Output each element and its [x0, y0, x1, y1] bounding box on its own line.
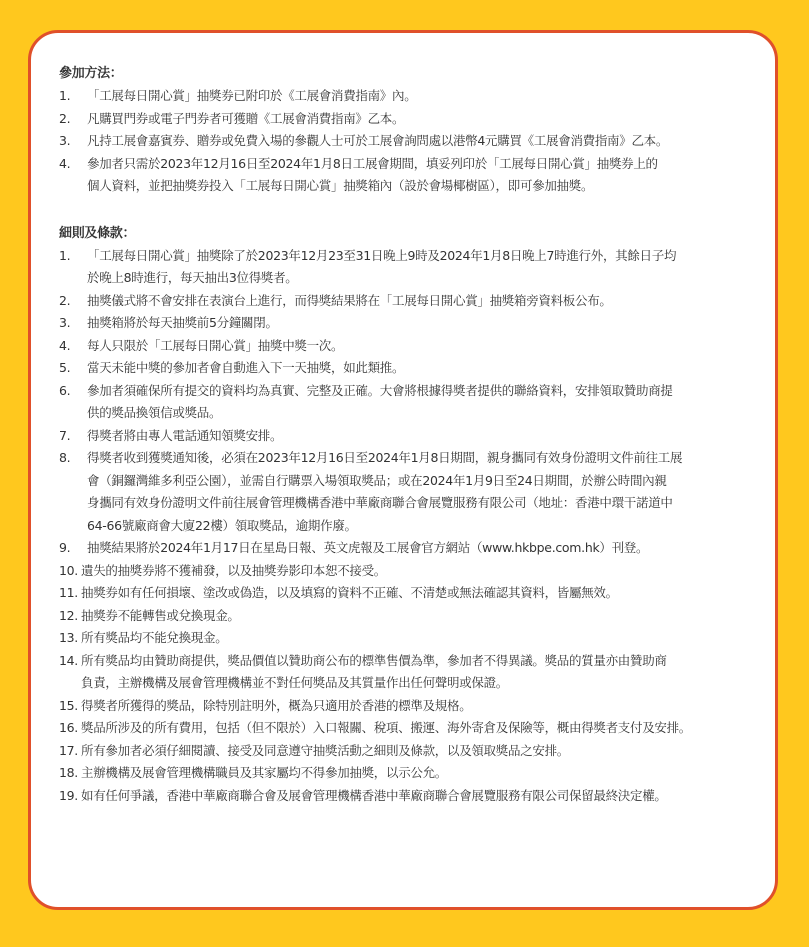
- terms-item-text: 抽獎券如有任何損壞、塗改或偽造，以及填寫的資料不正確、不清楚或無法確認其資料，皆屬無效。: [81, 585, 618, 600]
- terms-item: [59, 245, 759, 290]
- terms-item-text: 遺失的抽獎券將不獲補發，以及抽獎券影印本恕不接受。: [81, 562, 387, 578]
- participation-item-number: 3.: [59, 133, 71, 148]
- terms-item: [59, 740, 759, 763]
- terms-item: [59, 537, 759, 560]
- terms-item-number: 17.: [59, 742, 78, 758]
- terms-item: [59, 605, 759, 628]
- participation-item: [59, 108, 759, 131]
- terms-item: [59, 312, 759, 335]
- participation-item-text: 「工展每日開心賞」抽獎券已附印於《工展會消費指南》內。: [87, 88, 417, 103]
- terms-item-number: 1.: [59, 247, 71, 263]
- terms-item-number: 2.: [59, 292, 71, 308]
- terms-item: [59, 447, 759, 537]
- terms-item: [59, 717, 759, 740]
- terms-item-text: 每人只限於「工展每日開心賞」抽獎中獎一次。: [87, 337, 344, 353]
- terms-item-number: 9.: [59, 540, 71, 555]
- participation-list: [59, 85, 759, 198]
- terms-item-text: 得獎者將由專人電話通知領獎安排。: [87, 427, 283, 443]
- terms-card: [28, 30, 778, 910]
- terms-item-text: 抽獎儀式將不會安排在表演台上進行，而得獎結果將在「工展每日開心賞」抽獎箱旁資料板公布。: [87, 292, 612, 308]
- terms-item-text: 得獎者所獲得的獎品，除特別註明外，概為只適用於香港的標準及規格。: [81, 697, 472, 713]
- terms-item-text: 獎品所涉及的所有費用，包括（但不限於）入口報關、稅項、搬運、海外寄倉及保險等，概由得獎者支付及安排。: [81, 720, 692, 735]
- terms-content: [59, 63, 759, 807]
- terms-item-number: 12.: [59, 607, 78, 623]
- participation-title: 參加方法：: [59, 66, 123, 81]
- terms-item-text: 抽獎結果將於2024年1月17日在星島日報、英文虎報及工展會官方網站（www.hkbpe.com.hk）刊登。: [87, 540, 649, 555]
- terms-item-text: 得獎者收到獲獎通知後，必須在2023年12月16日至2024年1月8日期間，親身攜同有效身份證明文件前往工展 會（銅鑼灣維多利亞公園），並需自行購票入場領取獎品；或在2024年1月9日至24日期間，於辦公時間內親 身攜同有效身份證明文件前往展會管理機構香港中華廠商聯合會展覽服務有限公司（地址：香港中環干諾道中 64-66號廠商會大廈22樓）領取獎品，逾期作廢。: [87, 450, 683, 533]
- terms-item-text: 如有任何爭議，香港中華廠商聯合會及展會管理機構香港中華廠商聯合會展覽服務有限公司保留最終決定權。: [81, 787, 667, 803]
- terms-item-number: 11.: [59, 585, 78, 600]
- terms-item-number: 14.: [59, 652, 78, 668]
- participation-item-number: 2.: [59, 110, 71, 126]
- terms-item-number: 8.: [59, 450, 71, 465]
- terms-item: [59, 785, 759, 808]
- terms-item-text: 當天未能中獎的參加者會自動進入下一天抽獎，如此類推。: [87, 360, 405, 375]
- terms-item-number: 10.: [59, 562, 78, 578]
- participation-item-number: 4.: [59, 155, 71, 171]
- terms-item-text: 主辦機構及展會管理機構職員及其家屬均不得參加抽獎，以示公允。: [81, 765, 448, 780]
- terms-item: [59, 425, 759, 448]
- terms-item-text: 「工展每日開心賞」抽獎除了於2023年12月23至31日晚上9時及2024年1月8日晚上7時進行外，其餘日子均 於晚上8時進行，每天抽出3位得獎者。: [87, 247, 677, 285]
- terms-item: [59, 650, 759, 695]
- terms-item-number: 5.: [59, 360, 71, 375]
- terms-item-number: 18.: [59, 765, 78, 780]
- terms-item: [59, 290, 759, 313]
- terms-item-number: 16.: [59, 720, 78, 735]
- terms-item-text: 參加者須確保所有提交的資料均為真實、完整及正確。大會將根據得獎者提供的聯絡資料，安排領取贊助商提 供的獎品換領信或獎品。: [87, 382, 673, 420]
- terms-item: [59, 560, 759, 583]
- terms-item-number: 6.: [59, 382, 71, 398]
- participation-item: [59, 85, 759, 108]
- terms-item-number: 4.: [59, 337, 71, 353]
- terms-item-text: 所有參加者必須仔細閱讀、接受及同意遵守抽獎活動之細則及條款，以及領取獎品之安排。: [81, 742, 570, 758]
- terms-item-number: 15.: [59, 697, 78, 713]
- terms-item: [59, 357, 759, 380]
- terms-item: [59, 380, 759, 425]
- participation-item-text: 參加者只需於2023年12月16日至2024年1月8日工展會期間，填妥列印於「工展每日開心賞」抽獎券上的 個人資料，並把抽獎券投入「工展每日開心賞」抽獎箱內（設於會場椰樹區），即可參加抽獎。: [87, 155, 658, 193]
- terms-item-text: 抽獎箱將於每天抽獎前5分鐘關閉。: [87, 315, 278, 330]
- terms-title: 細則及條款：: [59, 225, 136, 241]
- terms-item: [59, 335, 759, 358]
- participation-item: [59, 153, 759, 198]
- terms-item-text: 抽獎券不能轉售或兌換現金。: [81, 607, 240, 623]
- terms-item-number: 3.: [59, 315, 71, 330]
- participation-item-text: 凡購買門券或電子門券者可獲贈《工展會消費指南》乙本。: [87, 110, 405, 126]
- terms-item: [59, 627, 759, 650]
- terms-item: [59, 582, 759, 605]
- terms-list: [59, 245, 759, 808]
- participation-item-text: 凡持工展會嘉賓券、贈券或免費入場的參觀人士可於工展會詢問處以港幣4元購買《工展會消費指南》乙本。: [87, 133, 669, 148]
- participation-item: [59, 130, 759, 153]
- terms-item-number: 7.: [59, 427, 71, 443]
- participation-item-number: 1.: [59, 88, 71, 103]
- terms-item: [59, 695, 759, 718]
- terms-item-text: 所有獎品均由贊助商提供，獎品價值以贊助商公布的標準售價為準，參加者不得異議。獎品的質量亦由贊助商 負責，主辦機構及展會管理機構並不對任何獎品及其質量作出任何聲明或保證。: [81, 652, 667, 690]
- terms-item-text: 所有獎品均不能兌換現金。: [81, 630, 228, 645]
- terms-item-number: 13.: [59, 630, 78, 645]
- terms-item-number: 19.: [59, 787, 78, 803]
- terms-item: [59, 762, 759, 785]
